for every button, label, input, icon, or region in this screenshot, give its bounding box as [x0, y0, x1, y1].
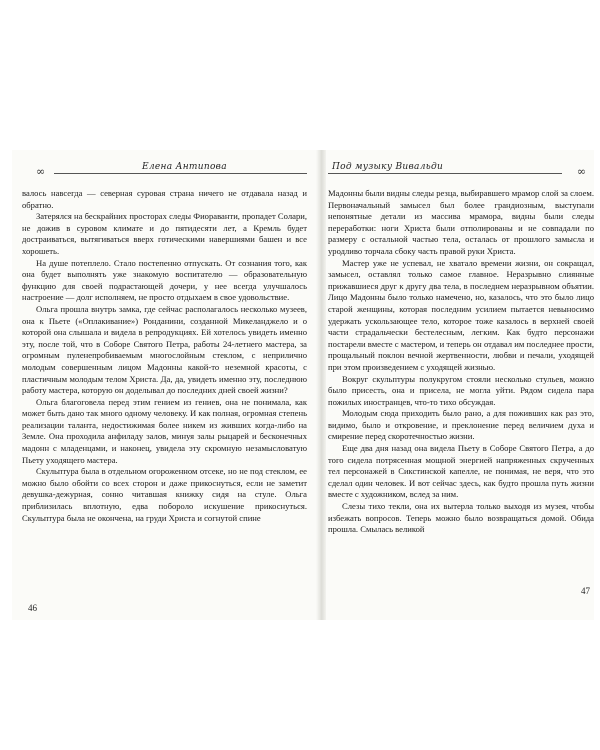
paragraph: Мастер уже не успевал, не хватало времени жизни, он сокращал, замысел, оставлял только самое главное. Неразрывно слиянные прижавшиеся друг к другу два тела, в последнем неразрывном объятии. Лицо Мадонны было только намечено, но, казалось, что это было лицо старой женщины, которая последним усилием пытается невыносимо удержать ускользающее тело, которое тоже казалось в верхней своей части страдальчески бестелесным, легким. Как будто персонажи постарели вместе с мастером, и теперь он отдавал им последнее прости, прощальный поклон вечной жертвенности, любви и печали, уходящей при этом произведением с уходящей жизнью.	[328, 257, 594, 372]
left-running-header	[22, 162, 307, 176]
paragraph: Ольга благоговела перед этим гением из гениев, она не понимала, как может быть дано так много одному человеку. И как полная, огромная степень реализации таланта, недостижимая более никем из живших когда-либо на Земле. Она проходила анфиладу залов, минуя залы рыцарей и бесконечных мадонн с младенцами, и наконец, увидела эту скромную незамысловатую Пьету уходящего мастера.	[22, 396, 307, 465]
paragraph: Затерялся на бескрайних просторах следы Фиораванти, пропадет Солари, не дожив в суровом климате и до пятидесяти лет, а Кремль будет достраиваться, вытягиваться вверх готическими навершиями башен и все хорошеть.	[22, 211, 307, 256]
ornament-icon: ∞	[36, 165, 46, 178]
paragraph: валось навсегда — северная суровая страна ничего не отдавала назад и обратно.	[22, 188, 307, 210]
header-rule	[54, 173, 307, 174]
left-page	[22, 150, 307, 620]
paragraph: Слезы тихо текли, она их вытерла только выходя из музея, чтобы избежать вопросов. Теперь можно было возвращаться домой. Обида прошла. Смылась великой	[328, 501, 594, 535]
book-gutter	[316, 150, 326, 620]
right-header-title: Под музыку Вивальди	[332, 162, 444, 172]
left-header-title: Елена Антипова	[142, 162, 227, 172]
paragraph: Мадонны были видны следы резца, выбиравшего мрамор слой за слоем. Первоначальный замысел был более грандиозным, выступали непонятные детали из массива мрамора, видны были следы переработки: ноги Христа были отполированы и не совпадали по размеру с остальной частью тела, осталась от прошлого замысла и уродливо торчала сбоку часть правой руки Христа.	[328, 188, 594, 256]
paragraph: Вокруг скульптуры полукругом стояли несколько стульев, можно было присесть, она и присела, не могла уйти. Рядом сидела пара пожилых иностранцев, что-то тихо обсуждая.	[328, 373, 594, 407]
left-page-number: 46	[28, 603, 37, 613]
left-body-text	[22, 188, 307, 524]
header-rule	[328, 173, 562, 174]
ornament-icon: ∞	[576, 165, 586, 178]
paragraph: Молодым сюда приходить было рано, а для поживших как раз это, видимо, было и откровение, и преклонение перед величием духа и смирение перед скоротечностью жизни.	[328, 408, 594, 442]
book-spread	[12, 150, 594, 620]
paragraph: Ольга прошла внутрь замка, где сейчас располагалось несколько музеев, она к Пьете («Оплакивание») Ронданини, созданной Микеланджело и о которой она слышала и видела в репродукциях. Ей хотелось увидеть именно эту, после той, что в Соборе Святого Петра, работы 24-летнего мастера, за огромным пуленепробиваемым многослойным стеклом, с неприлично молодым совершенным лицом Мадонны какой-то неземной красоты, с пластичным молодым телом Христа. Да, да, увидеть именно эту, последнюю работу мастера, которую он доделывал до последних дней своей жизни?	[22, 303, 307, 396]
paragraph: Скульптура была в отдельном огороженном отсеке, но не под стеклом, ее можно было обойти со всех сторон и даже прикоснуться, если не заметит девушка-дежурная, сонно читавшая книжку сидя на стуле. Ольга приблизилась вплотную, едва побороло искушение прикоснуться. Скульптура была не окончена, на груди Христа и согнутой спине	[22, 466, 307, 523]
right-page-number: 47	[581, 586, 590, 596]
right-running-header	[328, 162, 594, 176]
paragraph: На душе потеплело. Стало постепенно отпускать. От сознания того, как она будет выполнять уже знакомую воспитателю — образовательную функцию для своей подрастающей дочери, у нее всегда улучшалось настроение — долг исполняем, не просто отдыхаем в свое удовольствие.	[22, 257, 307, 303]
right-body-text	[328, 188, 594, 536]
right-page	[328, 150, 594, 620]
paragraph: Еще два дня назад она видела Пьету в Соборе Святого Петра, а до того сидела потрясенная мощной энергией напряженных скрученных тел персонажей в Сикстинской капелле, не понимая, не веря, что это сделал один человек. И вот сейчас здесь, как будто прошла путь жизни вместе с художником, вслед за ним.	[328, 443, 594, 500]
